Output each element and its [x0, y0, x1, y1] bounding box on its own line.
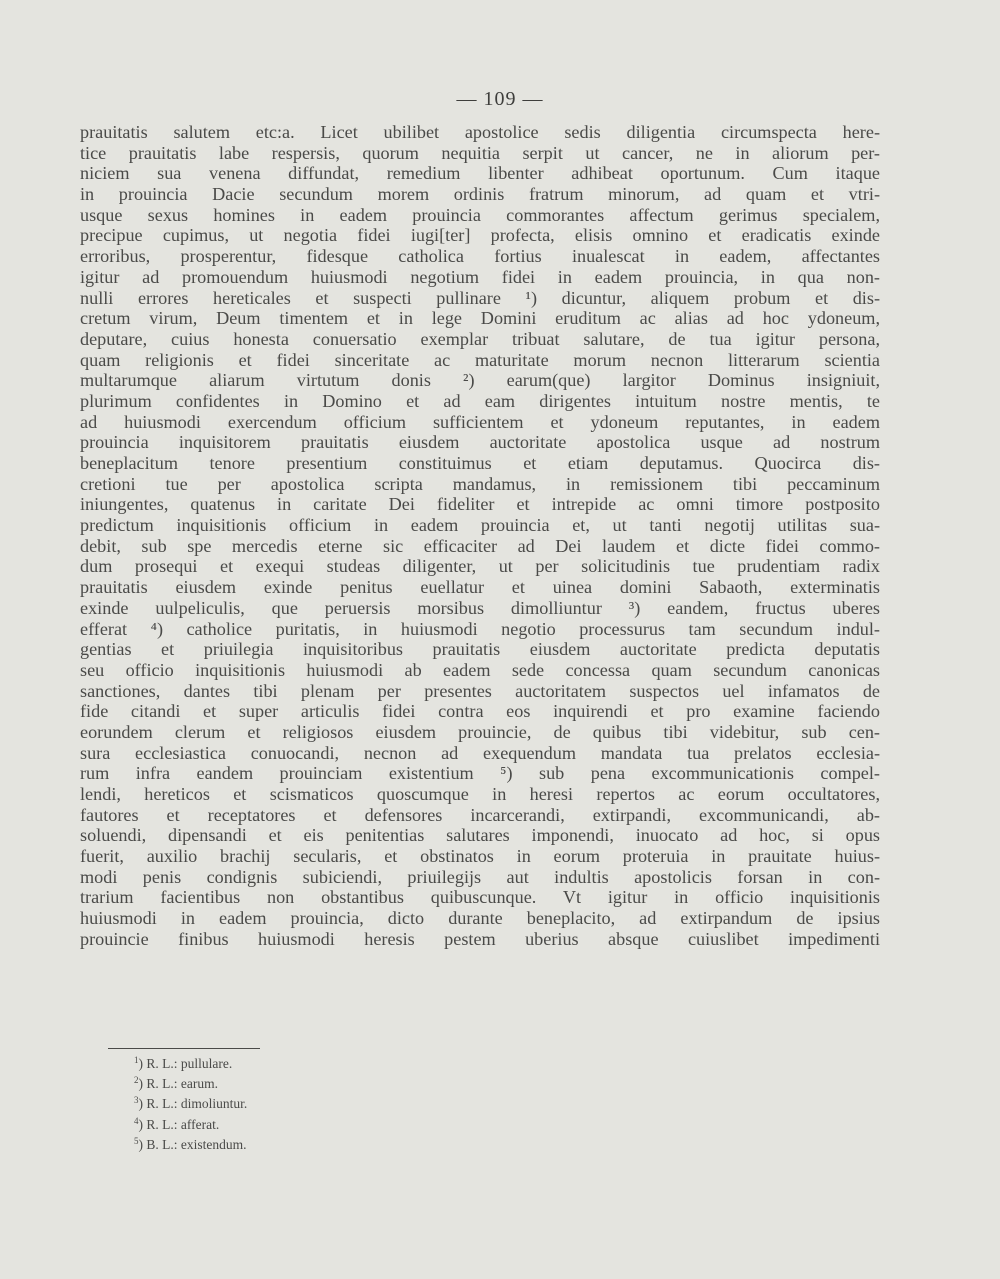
text-line: fuerit, auxilio brachij secularis, et obstinatos in eorum proteruia in prauitate huius- — [80, 846, 880, 867]
text-line: fide citandi et super articulis fidei contra eos inquirendi et pro examine faciendo — [80, 701, 880, 722]
footnote-mark: 5 — [134, 1135, 139, 1146]
text-line: precipue cupimus, ut negotia fidei iugi[ter] profecta, elisis omnino et eradicatis exinde — [80, 225, 880, 246]
footnote-text: ) R. L.: pullulare. — [138, 1056, 233, 1071]
text-line: cretioni tue per apostolica scripta mandamus, in remissionem tibi peccaminum — [80, 473, 880, 494]
text-line: deputare, cuius honesta conuersatio exemplar tribuat salutare, de tua igitur persona, — [80, 328, 880, 349]
text-line: sura ecclesiastica conuocandi, necnon ad exequendum mandata tua prelatos ecclesia- — [80, 742, 880, 763]
text-line: trarium facientibus non obstantibus quibuscunque. Vt igitur in officio inquisitionis — [80, 887, 880, 908]
footnote-mark: 3 — [134, 1095, 139, 1106]
footnote-mark: 4 — [134, 1115, 139, 1126]
text-line: igitur ad promouendum huiusmodi negotium fidei in eadem prouincia, in qua non- — [80, 266, 880, 287]
text-line: predictum inquisitionis officium in eadem prouincia et, ut tanti negotij utilitas sua- — [80, 515, 880, 536]
footnote — [134, 1072, 247, 1092]
text-line: quam religionis et fidei sinceritate ac maturitate morum necnon litterarum scientia — [80, 349, 880, 370]
text-line: eorundem clerum et religiosos eiusdem prouincie, de quibus tibi videbitur, sub cen- — [80, 721, 880, 742]
text-line: ad huiusmodi exercendum officium sufficientem et ydoneum reputantes, in eadem — [80, 411, 880, 432]
text-line: exinde uulpeliculis, que peruersis morsibus dimolliuntur ³) eandem, fructus uberes — [80, 597, 880, 618]
text-line: erroribus, prosperentur, fidesque catholica fortius inualescat in eadem, affectantes — [80, 246, 880, 267]
footnote — [134, 1133, 247, 1153]
text-line: in prouincia Dacie secundum morem ordinis fratrum minorum, ad quam et vtri- — [80, 184, 880, 205]
footnote-mark: 1 — [134, 1055, 139, 1065]
text-line: lendi, hereticos et scismaticos quoscumque in heresi repertos ac eorum occultatores, — [80, 784, 880, 804]
footnote-text: ) R. L.: dimoliuntur. — [138, 1096, 248, 1112]
text-line: gentias et priuilegia inquisitoribus prauitatis eiusdem auctoritate predicta deputatis — [80, 639, 880, 660]
page-number: — 109 — — [456, 88, 544, 110]
text-line: soluendi, dipensandi et eis penitentias salutares imponendi, inuocato ad hoc, si opus — [80, 825, 880, 846]
text-line: beneplacitum tenore presentium constituimus et etiam deputamus. Quocirca dis- — [80, 453, 880, 473]
text-line: seu officio inquisitionis huiusmodi ab eadem sede concessa quam secundum canonicas — [80, 659, 880, 680]
text-line: cretum virum, Deum timentem et in lege Domini eruditum ac alias ad hoc ydoneum, — [80, 308, 880, 329]
text-line: multarumque aliarum virtutum donis ²) earum(que) largitor Dominus insigniuit, — [80, 370, 880, 391]
footnote-text: ) R. L.: earum. — [138, 1076, 218, 1092]
text-line: iniungentes, quatenus in caritate Dei fideliter et intrepide ac omni timore postposito — [80, 494, 880, 515]
text-line: dum prosequi et exequi studeas diligenter, ut per solicitudinis tue prudentiam radix — [80, 556, 880, 577]
text-line: prauitatis eiusdem exinde penitus euellatur et uinea domini Sabaoth, exterminatis — [80, 577, 880, 598]
footnote — [134, 1092, 247, 1112]
footnote-text: ) B. L.: existendum. — [138, 1136, 247, 1152]
footnote — [134, 1113, 247, 1133]
text-line: huiusmodi in eadem prouincia, dicto durante beneplacito, ad extirpandum de ipsius — [80, 908, 880, 929]
text-line: prouincie finibus huiusmodi heresis pestem uberius absque cuiuslibet impedimenti — [80, 928, 880, 949]
footnote — [134, 1052, 247, 1072]
main-text — [80, 122, 880, 950]
text-line: fautores et receptatores et defensores incarcerandi, extirpandi, excommunicandi, ab- — [80, 804, 880, 825]
text-line: rum infra eandem prouinciam existentium ⁵) sub pena excommunicationis compel- — [80, 763, 880, 784]
text-line: plurimum confidentes in Domino et ad eam dirigentes intuitum nostre mentis, te — [80, 390, 880, 411]
footnote-text: ) R. L.: afferat. — [138, 1116, 220, 1132]
text-line: tice prauitatis labe respersis, quorum nequitia serpit ut cancer, ne in aliorum per- — [80, 142, 880, 163]
text-line: efferat ⁴) catholice puritatis, in huiusmodi negotio processurus tam secundum indul- — [80, 618, 880, 639]
text-line: debit, sub spe mercedis eterne sic efficaciter ad Dei laudem et dicte fidei commo- — [80, 535, 880, 556]
text-line: prauitatis salutem etc:a. Licet ubilibet apostolice sedis diligentia circumspecta here- — [80, 122, 880, 142]
text-line: prouincia inquisitorem prauitatis eiusdem auctoritate apostolica usque ad nostrum — [80, 432, 880, 453]
footnote-mark: 2 — [134, 1075, 139, 1086]
text-line: sanctiones, dantes tibi plenam per presentes auctoritatem suspectos uel infamatos de — [80, 680, 880, 701]
text-line: niciem sua venena diffundat, remedium libenter adhibeat oportunum. Cum itaque — [80, 163, 880, 184]
footnotes — [134, 1052, 247, 1153]
text-line: usque sexus homines in eadem prouincia commorantes affectum gerimus specialem, — [80, 204, 880, 225]
text-line: modi penis condignis subiciendi, priuilegijs aut indultis apostolicis forsan in con- — [80, 866, 880, 887]
footnote-divider — [108, 1048, 260, 1049]
text-line: nulli errores hereticales et suspecti pullinare ¹) dicuntur, aliquem probum et dis- — [80, 287, 880, 308]
